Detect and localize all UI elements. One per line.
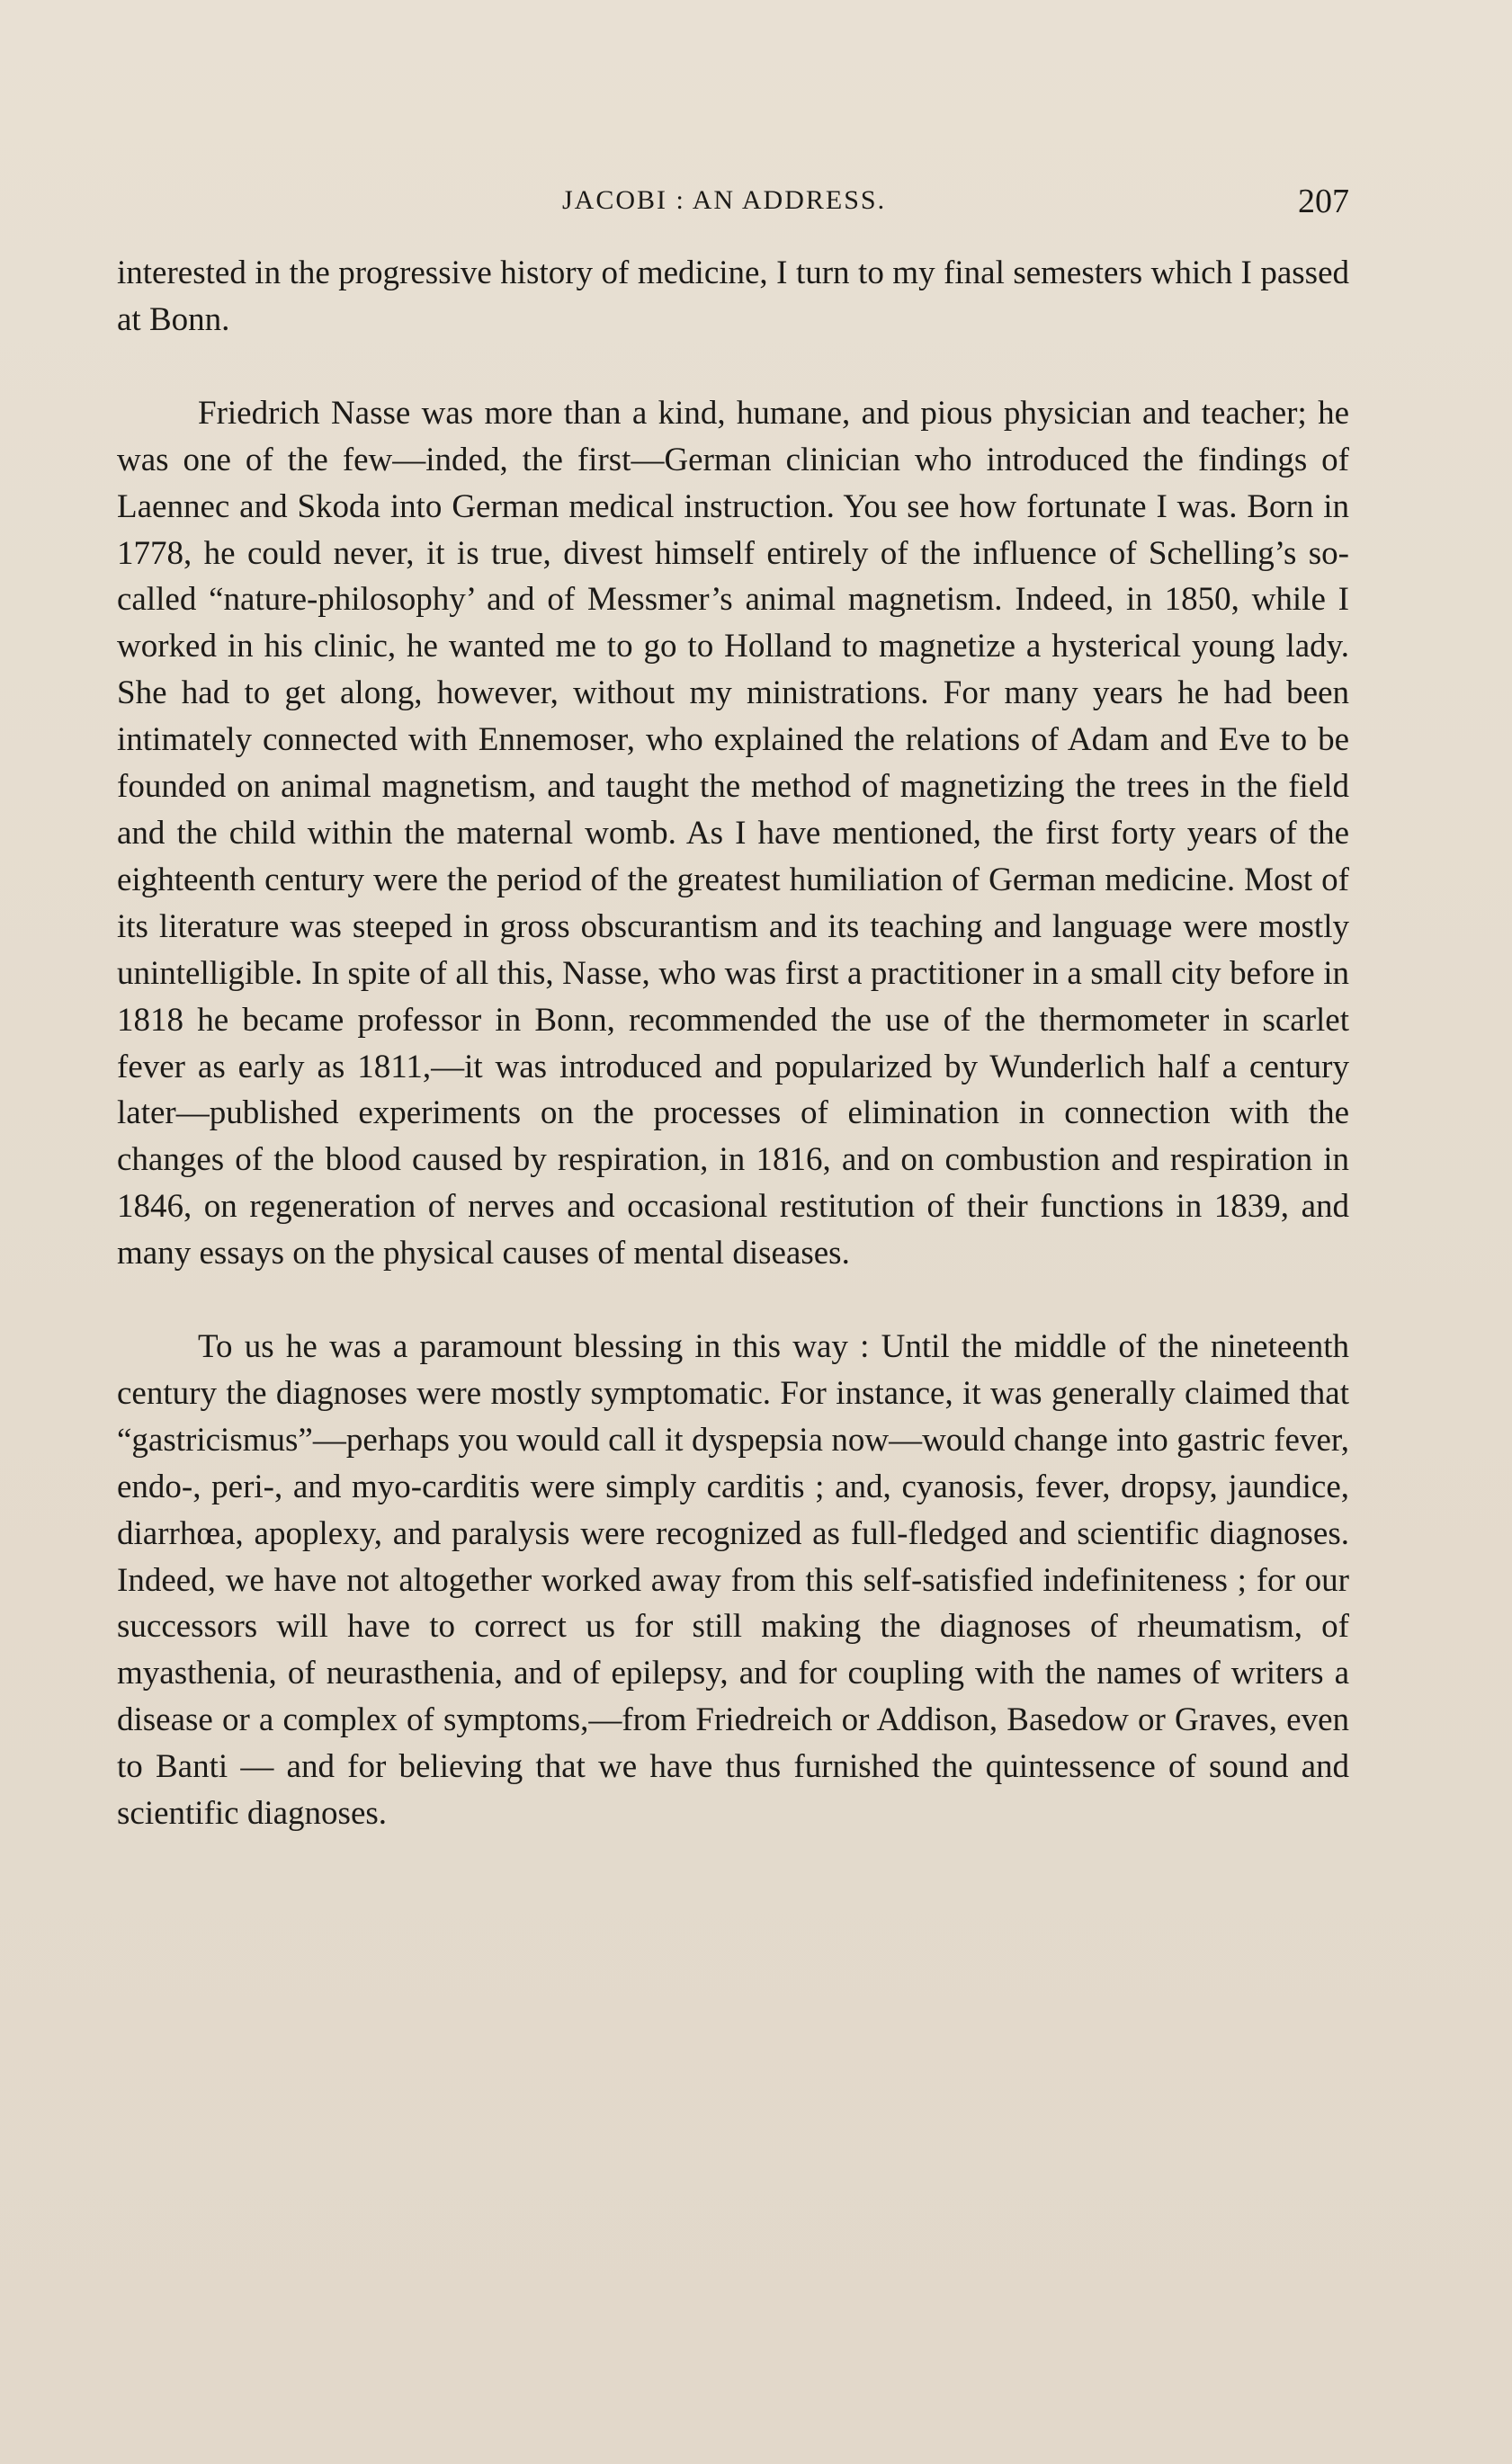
- body-text: [117, 250, 1349, 1837]
- page-number: 207: [1298, 183, 1349, 220]
- paragraph-gap: [117, 344, 1349, 390]
- paragraph-nasse: Friedrich Nasse was more than a kind, humane, and pious physician and teacher; he was one of the few—inded, the first—German clinician who introduced the findings of Laennec and Skoda into German medical instruction. You see how fortunate I was. Born in 1778, he could never, it is true, divest himself entirely of the influence of Schelling’s so-called “nature-philosophy’ and of Messmer’s animal magnetism. Indeed, in 1850, while I worked in his clinic, he wanted me to go to Holland to magnetize a hysterical young lady. She had to get along, however, without my ministrations. For many years he had been intimately connected with Ennemoser, who explained the relations of Adam and Eve to be founded on animal magnetism, and taught the method of magnetizing the trees in the field and the child within the maternal womb. As I have mentioned, the first forty years of the eighteenth century were the period of the greatest humiliation of German medicine. Most of its literature was steeped in gross obscurantism and its teaching and language were mostly unintelligible. In spite of all this, Nasse, who was first a practitioner in a small city before in 1818 he became professor in Bonn, recommended the use of the thermometer in scarlet fever as early as 1811,—it was introduced and popularized by Wunderlich half a century later—published experiments on the processes of elimination in connection with the changes of the blood caused by respiration, in 1816, and on combustion and respiration in 1846, on regeneration of nerves and occasional restitution of their functions in 1839, and many essays on the physical causes of mental diseases.: [117, 394, 1349, 1272]
- running-title: JACOBI : AN ADDRESS.: [562, 185, 887, 215]
- paragraph-gap: [117, 1277, 1349, 1324]
- paragraph-continuation: interested in the progressive history of medicine, I turn to my final semesters which I passed at Bonn.: [117, 254, 1349, 338]
- paragraph-diagnoses: To us he was a paramount blessing in this way : Until the middle of the nineteenth century the diagnoses were mostly symptomatic. For instance, it was generally claimed that “gastricismus”—perhaps you would call it dyspepsia now—would change into gastric fever, endo-, peri-, and myo-carditis were simply carditis ; and, cyanosis, fever, dropsy, jaundice, diarrhœa, apoplexy, and paralysis were recognized as full-fledged and scientific diagnoses. Indeed, we have not altogether worked away from this self-satisfied indefiniteness ; for our successors will have to correct us for still making the diagnoses of rheumatism, of myasthenia, of neurasthenia, and of epilepsy, and for coupling with the names of writers a disease or a complex of symptoms,—from Friedreich or Addison, Basedow or Graves, even to Banti — and for believing that we have thus furnished the quintessence of sound and scientific diagnoses.: [117, 1328, 1349, 1833]
- running-head: [117, 182, 1349, 227]
